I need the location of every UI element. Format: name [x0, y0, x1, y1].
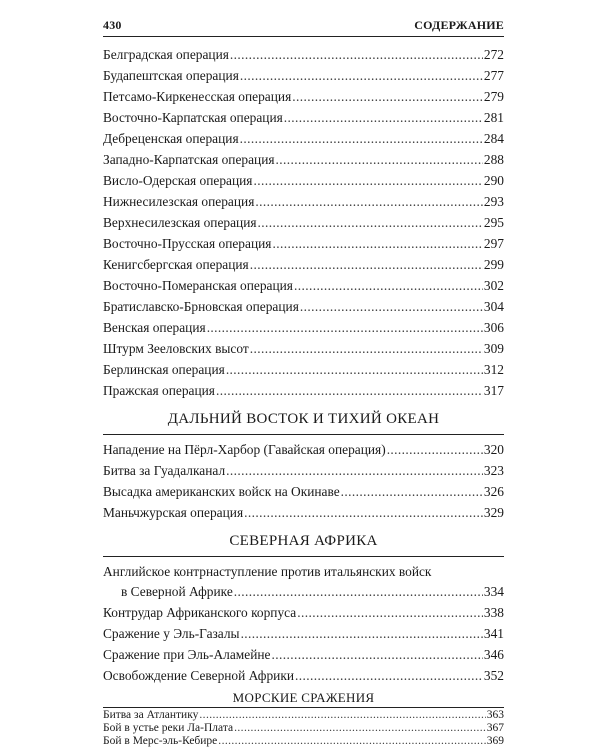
dot-leader: [199, 709, 485, 722]
toc-entry-title: Английское контрнаступление против итальянских войск: [103, 564, 432, 579]
dot-leader: [272, 234, 482, 254]
toc-entry: [103, 709, 504, 722]
toc-entry-title: Берлинская операция: [103, 362, 225, 377]
dot-leader: [244, 503, 483, 523]
toc-entry-page: 309: [483, 341, 504, 356]
section-heading: МОРСКИЕ СРАЖЕНИЯ: [232, 690, 375, 705]
toc-entry-page: 363: [486, 709, 504, 721]
toc-entry-page: 306: [483, 320, 504, 335]
dot-leader: [272, 645, 483, 665]
toc-entry-page: 288: [483, 152, 504, 167]
toc-entry: [103, 129, 504, 149]
toc-entry: [103, 666, 504, 686]
section-rule: [103, 556, 504, 557]
toc-entry-page: 320: [483, 442, 504, 457]
dot-leader: [387, 440, 483, 460]
toc-entry-title: Освобождение Северной Африки: [103, 668, 295, 683]
toc-entry: [103, 624, 504, 644]
toc-entry: [103, 735, 504, 748]
toc-entry: [103, 645, 504, 665]
running-header: [103, 14, 504, 37]
dot-leader: [276, 150, 483, 170]
section-heading: ДАЛЬНИЙ ВОСТОК И ТИХИЙ ОКЕАН: [167, 411, 440, 427]
toc-entry: [103, 171, 504, 191]
toc-entry-title: Нападение на Пёрл-Харбор (Гавайская операция): [103, 442, 386, 457]
toc-entry: [103, 503, 504, 523]
section-heading: СЕВЕРНАЯ АФРИКА: [229, 533, 378, 549]
toc-entry: [103, 360, 504, 380]
dot-leader: [292, 87, 483, 107]
toc-entry-page: 290: [483, 173, 504, 188]
toc-entry-continuation: в Северной Африке: [121, 584, 233, 599]
toc-entry: [103, 150, 504, 170]
dot-leader: [218, 735, 485, 748]
toc-entry-page: 295: [483, 215, 504, 230]
toc-entry: [103, 339, 504, 359]
dot-leader: [253, 171, 482, 191]
toc-entry-title: Нижнесилезская операция: [103, 194, 255, 209]
toc-entry-page: 341: [483, 626, 504, 641]
toc-entry-page: 299: [483, 257, 504, 272]
toc-entry: [103, 603, 504, 623]
dot-leader: [250, 339, 483, 359]
dot-leader: [226, 461, 483, 481]
toc-entry-title: Братиславско-Брновская операция: [103, 299, 299, 314]
toc-entry: [103, 108, 504, 128]
dot-leader: [207, 318, 483, 338]
dot-leader: [295, 666, 483, 686]
toc-entry-title: Венская операция: [103, 320, 206, 335]
toc-entry-title: Западно-Карпатская операция: [103, 152, 275, 167]
toc-entry-page: 369: [486, 735, 504, 747]
toc-entry-title: Сражение у Эль-Газалы: [103, 626, 240, 641]
toc-entry-page: 346: [483, 647, 504, 662]
toc-entry-title: Дебреценская операция: [103, 131, 239, 146]
toc-entry-title: Битва за Гуадалканал: [103, 463, 226, 478]
toc-entry-title: Висло-Одерская операция: [103, 173, 253, 188]
running-title: СОДЕРЖАНИЕ: [414, 18, 504, 32]
toc-entry-title: Бой в устье реки Ла-Плата: [103, 722, 234, 734]
toc-entry-page: 272: [483, 47, 504, 62]
dot-leader: [250, 255, 483, 275]
toc-entry-title: Восточно-Померанская операция: [103, 278, 293, 293]
toc-entry-page: 293: [483, 194, 504, 209]
dot-leader: [234, 582, 483, 602]
toc-entry: [103, 482, 504, 502]
toc-entry-page: 284: [483, 131, 504, 146]
toc-entry-title: Верхнесилезская операция: [103, 215, 257, 230]
toc-entry-page: 352: [483, 668, 504, 683]
toc-entry-title: Восточно-Карпатская операция: [103, 110, 283, 125]
toc-entry: [103, 87, 504, 107]
toc-entry: [103, 66, 504, 86]
toc-entry: [103, 276, 504, 296]
section-rule: [103, 434, 504, 435]
toc-entry: [103, 318, 504, 338]
toc-entry-page: 317: [483, 383, 504, 398]
dot-leader: [240, 129, 483, 149]
toc-entry-page: 297: [483, 236, 504, 251]
toc-entry-title: Контрудар Африканского корпуса: [103, 605, 297, 620]
toc-entry: [103, 234, 504, 254]
toc-entry-title: Бой в Мерс-эль-Кебире: [103, 735, 218, 747]
dot-leader: [255, 192, 483, 212]
toc-entry-page: 338: [483, 605, 504, 620]
toc-entry: [103, 213, 504, 233]
dot-leader: [341, 482, 483, 502]
toc-entry: [103, 192, 504, 212]
section-rule: [103, 707, 504, 708]
toc-entry-title: Сражение при Эль-Аламейне: [103, 647, 271, 662]
toc-entry-title: Высадка американских войск на Окинаве: [103, 484, 340, 499]
dot-leader: [230, 45, 483, 65]
toc-entry: [103, 461, 504, 481]
toc-entry-page: 329: [483, 505, 504, 520]
toc-entry-title: Битва за Атлантику: [103, 709, 199, 721]
toc-entry: [103, 381, 504, 401]
toc-entry-title: Петсамо-Киркенесская операция: [103, 89, 292, 104]
dot-leader: [294, 276, 483, 296]
dot-leader: [234, 722, 486, 735]
toc-entry: [103, 45, 504, 65]
toc-entry-page: 281: [483, 110, 504, 125]
toc-entry-page: 277: [483, 68, 504, 83]
page-number: 430: [103, 18, 122, 32]
toc-entry: [103, 440, 504, 460]
dot-leader: [284, 108, 483, 128]
dot-leader: [297, 603, 483, 623]
toc-entry-title: Будапештская операция: [103, 68, 239, 83]
toc-entry-page: 326: [483, 484, 504, 499]
toc-entry: [103, 255, 504, 275]
toc-entry-title: Пражская операция: [103, 383, 215, 398]
toc-entry-page: 302: [483, 278, 504, 293]
toc-entry: [103, 297, 504, 317]
dot-leader: [241, 624, 483, 644]
toc-entry-page: 334: [483, 584, 504, 599]
toc-entry-page: 323: [483, 463, 504, 478]
toc-entry-title: Кенигсбергская операция: [103, 257, 249, 272]
toc-entry-page: 367: [486, 722, 504, 734]
toc-entry-title: Штурм Зееловских высот: [103, 341, 249, 356]
dot-leader: [216, 381, 483, 401]
dot-leader: [226, 360, 483, 380]
dot-leader: [258, 213, 483, 233]
toc-entry: [121, 582, 504, 602]
toc-entry-page: 312: [483, 362, 504, 377]
toc-entry-page: 304: [483, 299, 504, 314]
toc-entry-title: Белградская операция: [103, 47, 229, 62]
toc-entry-title: Восточно-Прусская операция: [103, 236, 272, 251]
dot-leader: [240, 66, 483, 86]
dot-leader: [300, 297, 483, 317]
toc-entry: [103, 722, 504, 735]
toc-entry-title: Маньчжурская операция: [103, 505, 244, 520]
toc-entry-page: 279: [483, 89, 504, 104]
